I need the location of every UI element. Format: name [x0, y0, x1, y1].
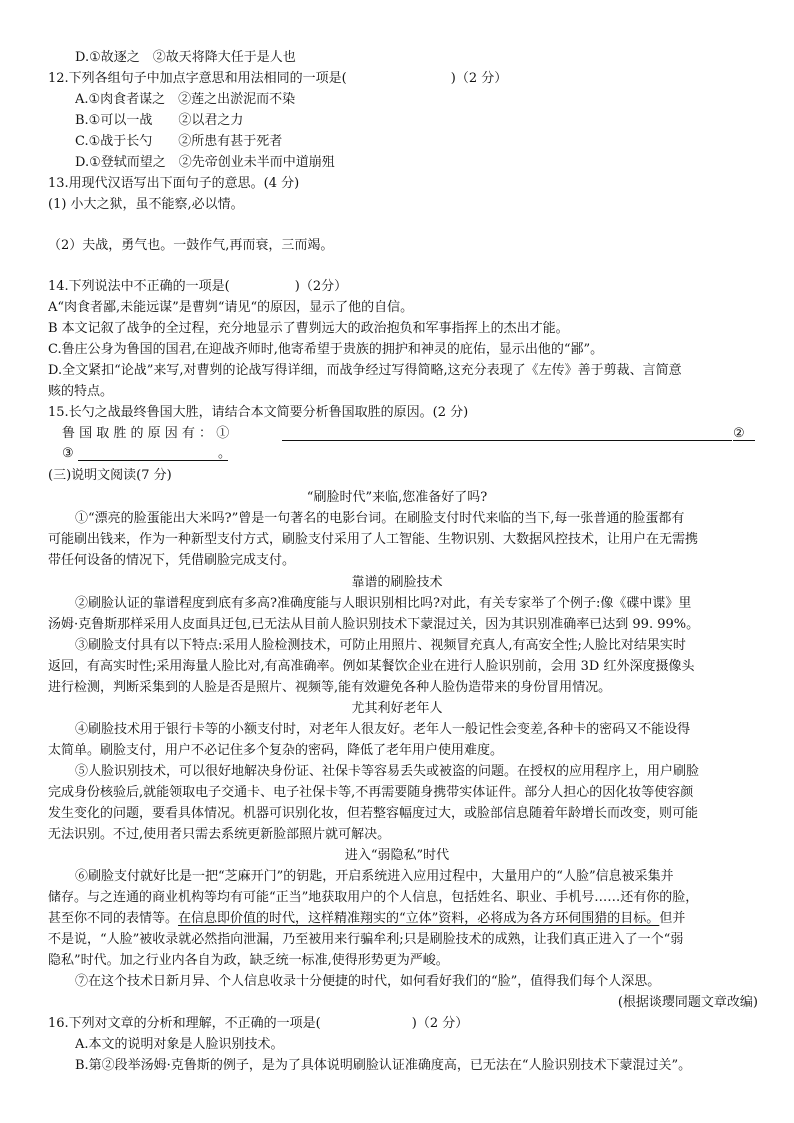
- section-3-heading: (三)说明文阅读(7 分): [48, 468, 172, 483]
- q15-stem: 15.长勺之战最终鲁国大胜，请结合本文简要分析鲁国取胜的原因。(2 分): [48, 405, 469, 420]
- article-p4-line2: 太简单。刷脸支付，用户不必记住多个复杂的密码，降低了老年用户使用难度。: [48, 743, 504, 758]
- q13-stem: 13.用现代汉语写出下面句子的意思。(4 分): [48, 176, 300, 191]
- article-p5-line2: 完成身份核验后,就能领取电子交通卡、电子社保卡等,不再需要随身携带实体证件。部分人担心的因化妆等使容颜: [48, 785, 694, 800]
- article-p1-line1: ①“漂亮的脸蛋能出大米吗?”曾是一句著名的电影台词。在刷脸支付时代来临的当下,每一张普通的脸蛋都有: [75, 511, 685, 526]
- q12-option-a: A.①肉食者谋之 ②莲之出淤泥而不染: [75, 92, 296, 107]
- article-p6-line4: 不是说，“人脸”被收录就必然指向泄漏，乃至被用来行骗牟利;只是刷脸技术的成熟，让我们真正进入了一个“弱: [48, 932, 684, 947]
- article-p3-line1: ③刷脸支付具有以下特点:采用人脸检测技术，可防止用照片、视频冒充真人,有高安全性;人脸比对结果实时: [75, 638, 686, 653]
- article-p2-line2: 汤姆·克鲁斯那样采用人皮面具迂包,已无法从目前人脸识别技术下蒙混过关，因为其识别准确率已达到 99. 99%。: [48, 617, 700, 632]
- article-p6-line3-start: 甚至你不同的表情等。: [48, 911, 179, 926]
- q15-answer-blank-3[interactable]: [78, 460, 228, 461]
- q14-option-a: A“肉食者鄙,未能远谋”是曹刿“请见“的原因，显示了他的自信。: [48, 300, 414, 315]
- q16-option-b: B.第②段举汤姆·克鲁斯的例子，是为了具体说明刷脸认证准确度高，已无法在“人脸识别技术下蒙混过关”。: [75, 1058, 692, 1073]
- article-p5-line3: 发生变化的问题，要看具体情况。机器可识别化妆，但若整容幅度过大，或脸部信息随着年龄增长而改变，则可能: [48, 806, 699, 821]
- q15-answer-blank-2[interactable]: [733, 440, 755, 441]
- q12-option-c: C.①战于长勺 ②所患有甚于死者: [75, 134, 283, 149]
- q15-mark-2: ②: [733, 426, 745, 441]
- q16-stem: 16.下列对文章的分析和理解，不正确的一项是( )（2 分）: [48, 1016, 469, 1031]
- q15-answer-lead: 鲁 国 取 胜 的 原 因 有 ： ①: [62, 426, 230, 441]
- article-p3-line2: 返回，有高实时性;采用海量人脸比对,有高准确率。例如某餐饮企业在进行人脸识别前，会用 3D 红外深度摄像头: [48, 659, 695, 674]
- q12-option-b: B.①可以一战 ②以君之力: [75, 113, 244, 128]
- q14-option-c: C.鲁庄公身为鲁国的国君,在迎战齐师时,他寄希望于贵族的拥护和神灵的庇佑，显示出他的“鄙”。: [48, 342, 604, 357]
- article-subheading-3: 进入“弱隐私”时代: [344, 848, 450, 863]
- q13-sentence-1: (1) 小大之狱，虽不能察,必以情。: [48, 197, 244, 212]
- article-p1-line3: 带任何设备的情况下，凭借刷脸完成支付。: [48, 553, 296, 568]
- q15-mark-3: ③: [62, 446, 74, 461]
- article-p5-line4: 无法识别。不过,使用者只需去系统更新脸部照片就可解决。: [48, 827, 391, 842]
- article-p6-line1: ⑥刷脸支付就好比是一把“芝麻开门”的钥匙，开启系统进入应用过程中，大量用户的“人脸”信息被采集并: [75, 869, 674, 884]
- article-p4-line1: ④刷脸技术用于银行卡等的小额支付时，对老年人很友好。老年人一般记性会变差,各种卡的密码又不能设得: [75, 722, 691, 737]
- article-p6-line5: 隐私”时代。加之行业内各自为政，缺乏统一标准,使得形势更为严峻。: [48, 953, 449, 968]
- article-p1-line2: 可能刷出钱来，作为一种新型支付方式，刷脸支付采用了人工智能、生物识别、大数据风控技术，让用户在无需携: [48, 532, 699, 547]
- article-p3-line3: 进行检测，判断采集到的人脸是否是照片、视频等,能有效避免各种人脸伪造带来的身份冒用情况。: [48, 680, 612, 695]
- q14-stem: 14.下列说法中不正确的一项是( )（2分）: [48, 279, 348, 294]
- article-title: “刷脸时代”来临,您准备好了吗?: [306, 490, 488, 505]
- article-p7: ⑦在这个技术日新月异、个人信息收录十分便捷的时代，如何看好我们的“脸”，值得我们每个人深思。: [75, 974, 661, 989]
- article-subheading-1: 靠谱的刷脸技术: [351, 575, 443, 590]
- q14-option-b: B 本文记叙了战争的全过程，充分地显示了曹刿远大的政治抱负和军事指挥上的杰出才能。: [48, 321, 569, 336]
- article-p2-line1: ②刷脸认证的靠谱程度到底有多高?准确度能与人眼识别相比吗?对此，有关专家举了个例子:像《碟中谍》里: [75, 596, 692, 611]
- q15-end: 。: [218, 446, 232, 461]
- q14-option-d-line1: D.全文紧扣“论战”来写,对曹刿的论战写得详细，而战争经过写得简略,这充分表现了《左传》善于剪裁、言简意: [48, 363, 682, 378]
- q11-option-d: D.①故逐之 ②故天将降大任于是人也: [75, 50, 296, 65]
- q14-option-d-line2: 赅的特点。: [48, 384, 114, 399]
- article-subheading-2: 尤其利好老年人: [351, 701, 443, 716]
- q13-sentence-2: （2）夫战，勇气也。一鼓作气,再而衰，三而竭。: [48, 238, 334, 253]
- q16-option-a: A.本文的说明对象是人脸识别技术。: [75, 1037, 284, 1052]
- article-p6-line3: [48, 909, 758, 929]
- article-p6-line2: 储存。与之连通的商业机构等均有可能“正当”地获取用户的个人信息，包括姓名、职业、手机号……还有你的脸，: [48, 890, 699, 905]
- article-p6-underlined-sentence: 在信息即价值的时代，这样精准翔实的“立体”资料，必将成为各方环伺围猎的目标。: [178, 911, 660, 926]
- q15-answer-blank-1[interactable]: [282, 440, 732, 441]
- q12-stem: 12.下列各组句子中加点字意思和用法相同的一项是( )（2 分）: [48, 71, 508, 86]
- q12-option-d: D.①登轼而望之 ②先帝创业未半而中道崩殂: [75, 155, 335, 170]
- article-p6-line3-end: 但并: [659, 911, 686, 926]
- article-source: (根据谈璎同题文章改编): [617, 995, 758, 1010]
- article-p5-line1: ⑤人脸识别技术，可以很好地解决身份证、社保卡等容易丢失或被盗的问题。在授权的应用程序上，用户刷脸: [75, 764, 700, 779]
